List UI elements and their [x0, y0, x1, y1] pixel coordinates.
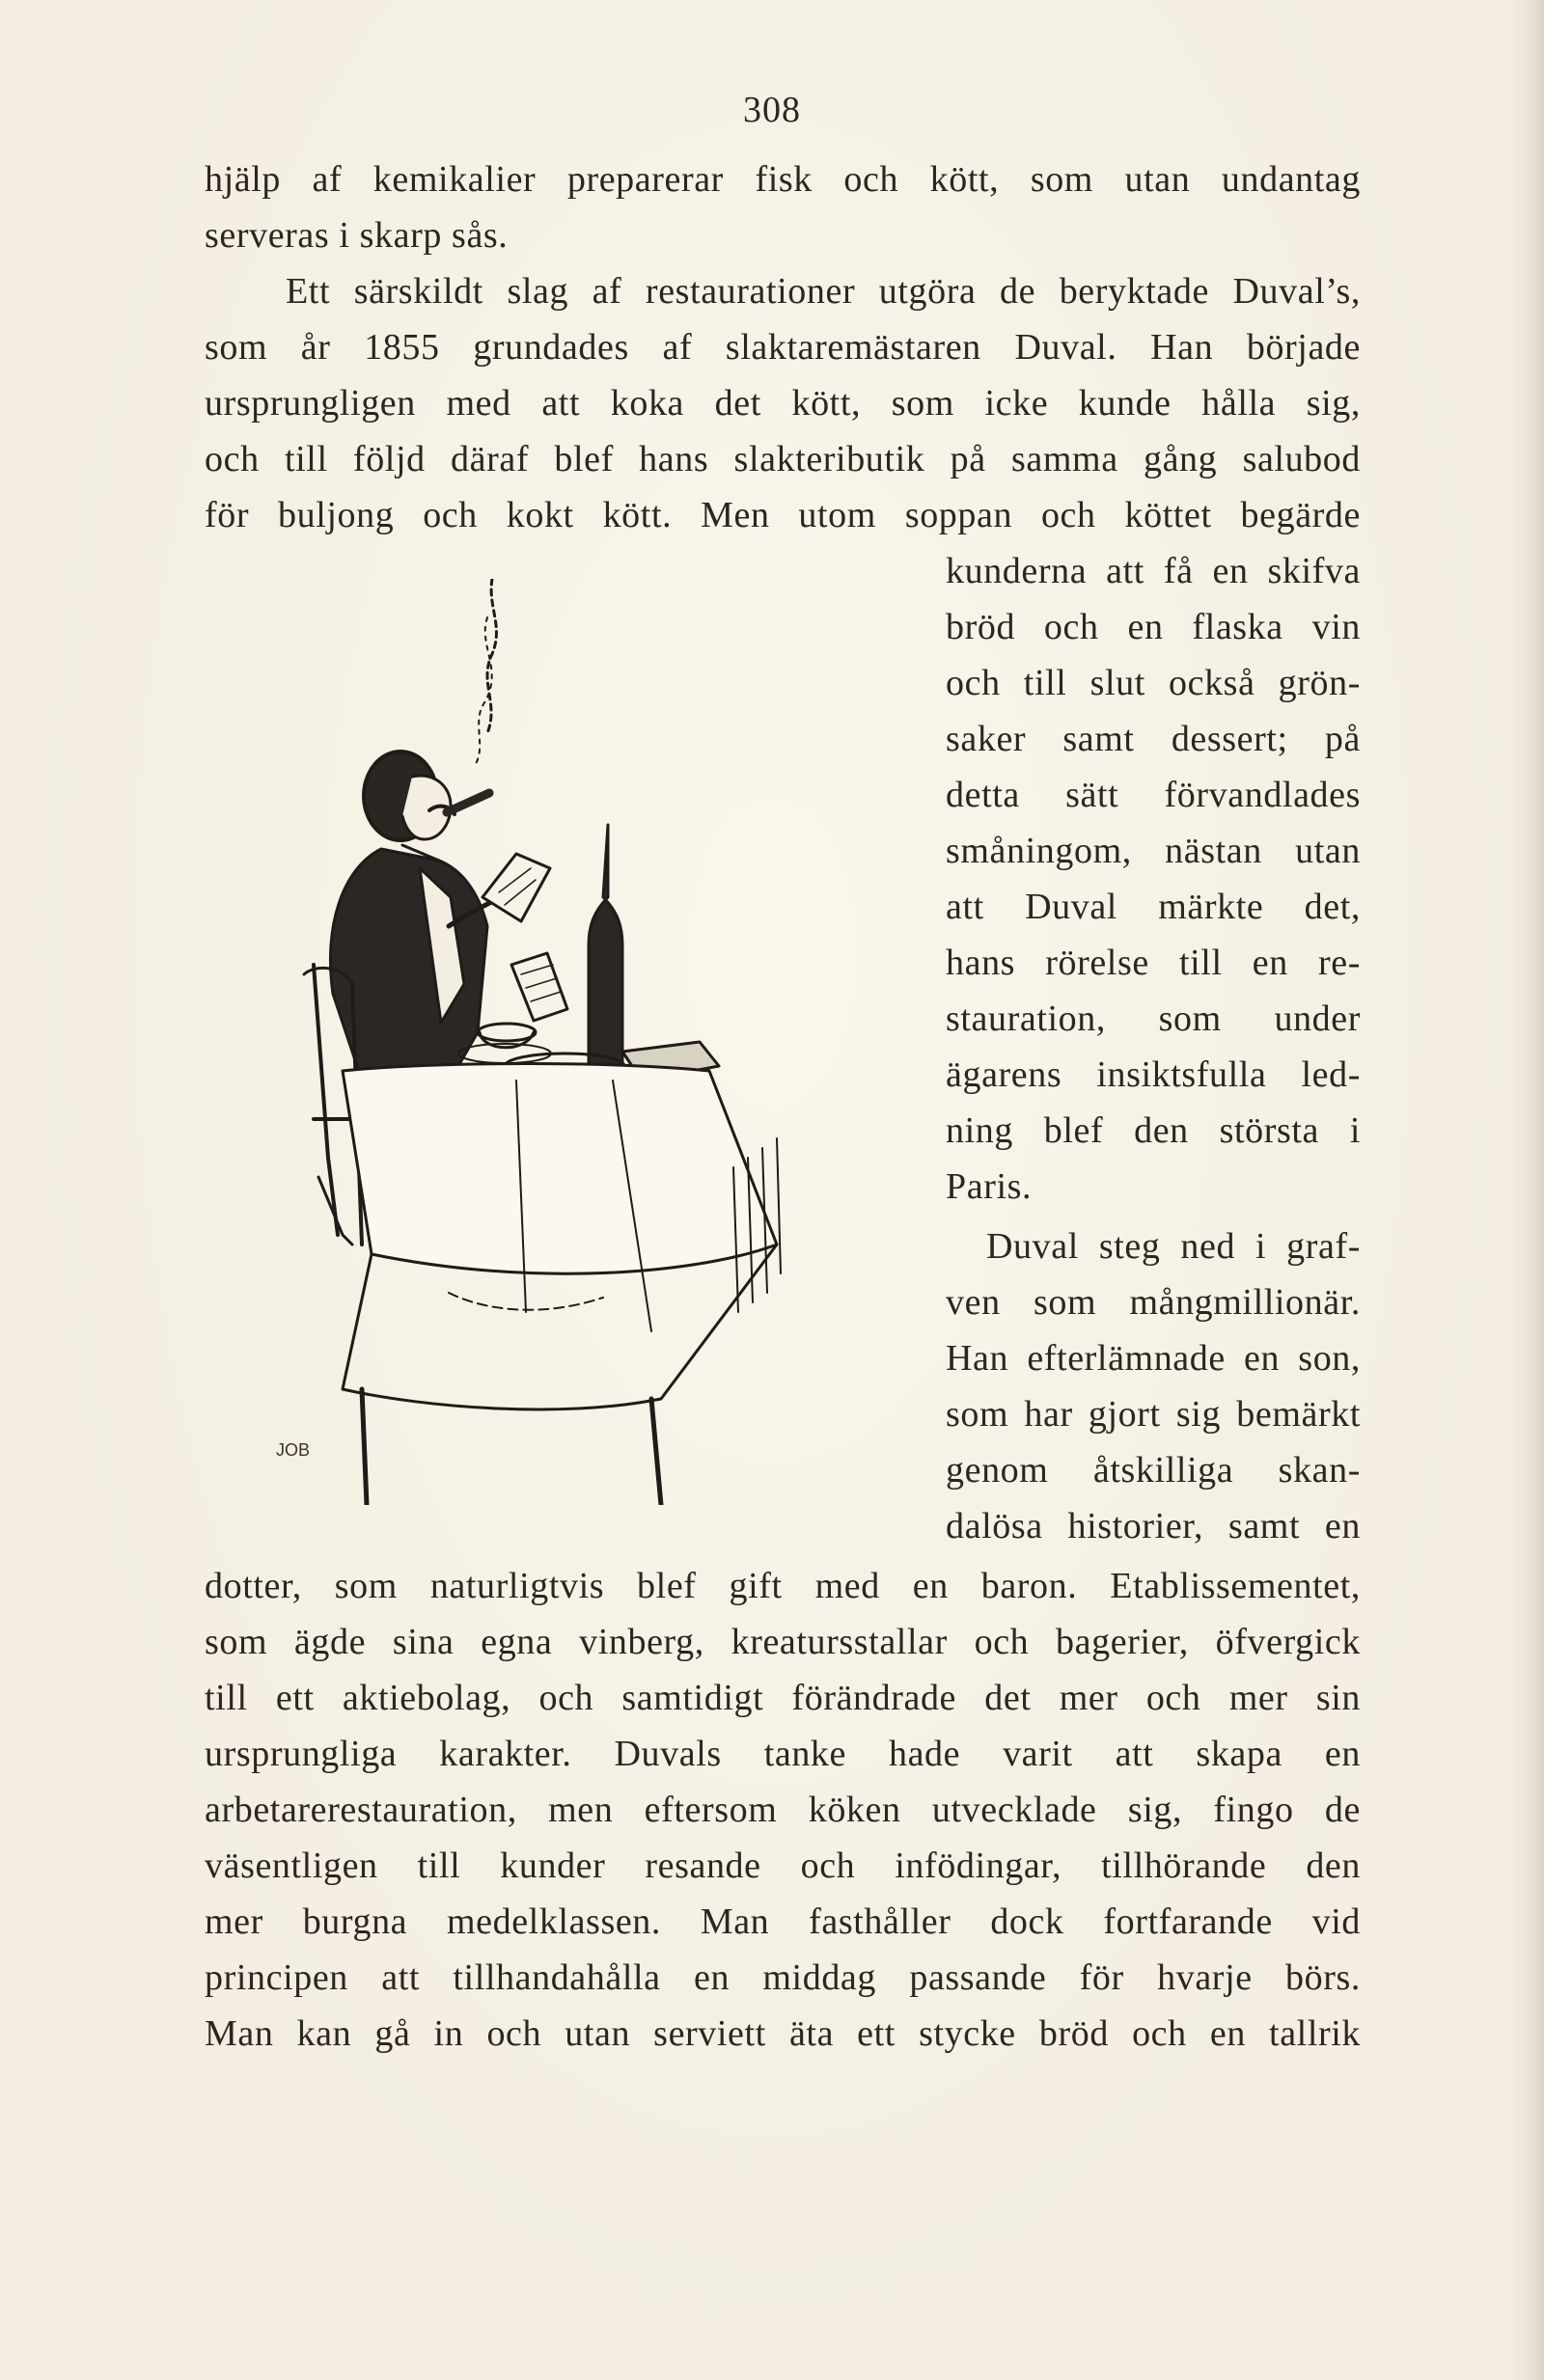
- text-line: och till följd däraf blef hans slakteributik på samma gång salubod: [205, 439, 1361, 479]
- illustrator-signature: JOB: [276, 1440, 311, 1460]
- column-text-line: Duval steg ned i graf-: [986, 1226, 1361, 1267]
- text-line: väsentligen till kunder resande och infödingar, tillhörande den: [205, 1846, 1361, 1886]
- text-line: dotter, som naturligtvis blef gift med en baron. Etablissementet,: [205, 1566, 1361, 1606]
- text-span: Ett särskildt slag af restaurationer utgöra de beryktade Duval’s,: [286, 271, 1361, 312]
- column-text-line: bröd och en flaska vin: [946, 607, 1361, 647]
- text-line: [205, 270, 1361, 313]
- column-text-line: saker samt dessert; på: [946, 719, 1361, 759]
- column-text-line: ven som mångmillionär.: [946, 1282, 1361, 1323]
- column-text-line: genom åtskilliga skan-: [946, 1450, 1361, 1491]
- text-line: Man kan gå in och utan serviett äta ett stycke bröd och en tallrik: [205, 2013, 1361, 2054]
- text-line: hjälp af kemikalier preparerar fisk och kött, som utan undantag: [205, 159, 1361, 200]
- column-text-line: ning blef den största i: [946, 1110, 1361, 1151]
- column-text-line: att Duval märkte det,: [946, 887, 1361, 927]
- column-text-line: stauration, som under: [946, 999, 1361, 1039]
- text-line: till ett aktiebolag, och samtidigt förändrade det mer och mer sin: [205, 1678, 1361, 1718]
- column-text-line: Paris.: [946, 1166, 1033, 1207]
- text-line: ursprungligen med att koka det kött, som icke kunde hålla sig,: [205, 383, 1361, 424]
- column-text-line: hans rörelse till en re-: [946, 943, 1361, 983]
- page-edge-shadow: [1509, 0, 1544, 2380]
- text-line: principen att tillhandahålla en middag passande för hvarje börs.: [205, 1957, 1361, 1998]
- column-text-line: kunderna att få en skifva: [946, 551, 1361, 591]
- column-text-line: ägarens insiktsfulla led-: [946, 1054, 1361, 1095]
- text-line: för buljong och kokt kött. Men utom soppan och köttet begärde: [205, 495, 1361, 535]
- column-text-line: dalösa historier, samt en: [946, 1506, 1361, 1546]
- column-text-line: småningom, nästan utan: [946, 831, 1361, 871]
- text-line: som ägde sina egna vinberg, kreatursstallar och bagerier, öfvergick: [205, 1622, 1361, 1662]
- text-line: arbetarerestauration, men eftersom köken utvecklade sig, fingo de: [205, 1790, 1361, 1830]
- text-line: som år 1855 grundades af slaktaremästaren Duval. Han började: [205, 327, 1361, 368]
- page-number: 308: [743, 90, 801, 130]
- column-text-line: och till slut också grön-: [946, 663, 1361, 703]
- text-line: mer burgna medelklassen. Man fasthåller dock fortfarande vid: [205, 1901, 1361, 1942]
- text-line: ursprungliga karakter. Duvals tanke hade varit att skapa en: [205, 1734, 1361, 1774]
- column-text-line: som har gjort sig bemärkt: [946, 1394, 1361, 1435]
- text-line: serveras i skarp sås.: [205, 215, 509, 256]
- column-text-line: Han efterlämnade en son,: [946, 1338, 1361, 1379]
- column-text-line: detta sätt förvandlades: [946, 775, 1361, 815]
- diner-at-table-illustration-icon: [198, 579, 917, 1505]
